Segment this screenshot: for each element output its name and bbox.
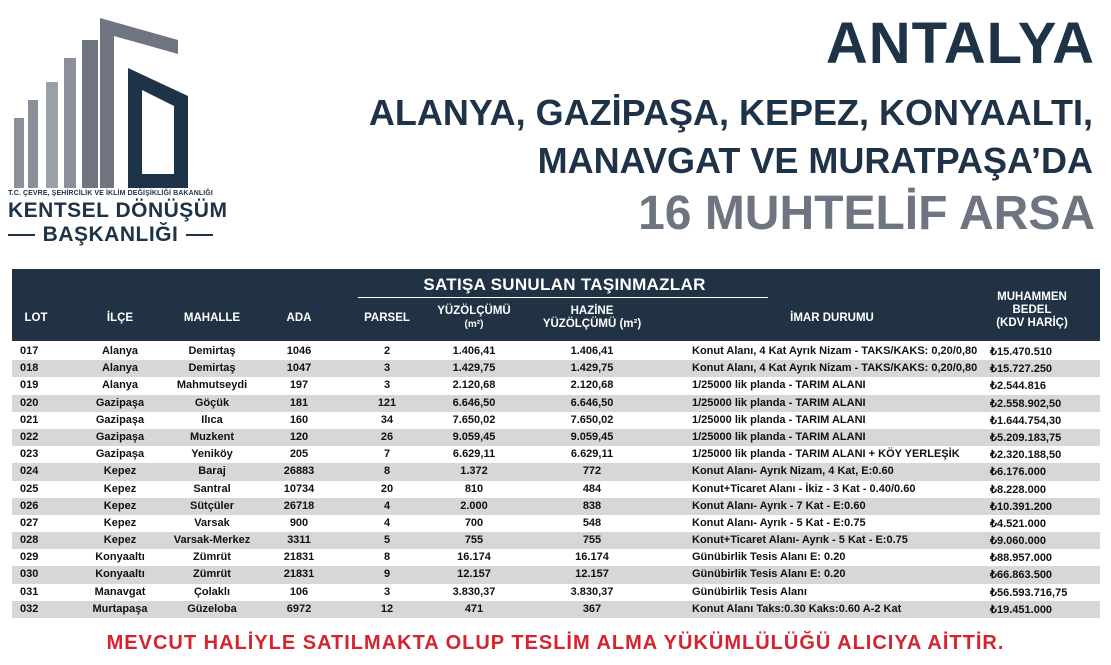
cell-bedel: ₺2.558.902,50	[990, 397, 1062, 410]
cell-imar: 1/25000 lik planda - TARIM ALANI	[692, 379, 866, 392]
cell-bedel: ₺15.727.250	[990, 363, 1053, 376]
col-bedel-line3: (KDV HARİÇ)	[996, 317, 1068, 329]
logo-rule-right	[186, 234, 213, 236]
cell-imar: Konut+Ticaret Alanı - İkiz - 3 Kat - 0.40/0.60	[692, 482, 916, 495]
logo-rule-left	[8, 234, 35, 236]
cell-hazine: 6.629,11	[570, 448, 614, 461]
cell-hazine: 367	[582, 602, 602, 615]
table-row	[12, 566, 1100, 583]
parcel-count: 16	[638, 187, 692, 240]
cell-ilce: Kepez	[103, 516, 137, 529]
cell-yuz: 3.830,37	[452, 585, 496, 598]
cell-ada: 160	[289, 413, 309, 426]
cell-hazine: 484	[582, 482, 602, 495]
cell-imar: Günübirlik Tesis Alanı E: 0.20	[692, 551, 846, 564]
cell-mahalle: Santral	[193, 482, 231, 495]
col-yuzolcumu-unit: (m²)	[464, 319, 484, 330]
cell-ada: 10734	[283, 482, 315, 495]
cell-ilce: Gazipaşa	[95, 396, 145, 409]
cell-imar: Konut Alanı- Ayrık - 5 Kat - E:0.75	[692, 516, 866, 529]
cell-mahalle: Baraj	[198, 465, 226, 478]
cell-bedel: ₺4.521.000	[990, 517, 1046, 530]
col-parsel: PARSEL	[364, 312, 410, 324]
cell-yuz: 471	[464, 602, 484, 615]
cell-imar: Konut Alanı Taks:0.30 Kaks:0.60 A-2 Kat	[692, 602, 902, 615]
cell-yuz: 9.059,45	[452, 430, 496, 443]
cell-yuz: 6.629,11	[452, 448, 496, 461]
parcel-count-label: MUHTELİF ARSA	[704, 187, 1095, 240]
cell-ilce: Kepez	[103, 534, 137, 547]
table-header	[12, 269, 1100, 341]
table-row	[12, 412, 1100, 429]
cell-yuz: 6.646,50	[452, 396, 496, 409]
cell-mahalle: Mahmutseydi	[176, 379, 248, 392]
logo-title-text: BAŞKANLIĞI	[42, 223, 179, 246]
cell-lot: 021	[20, 413, 39, 426]
cell-lot: 032	[20, 602, 39, 615]
logo-title-line1: KENTSEL DÖNÜŞÜM	[8, 199, 228, 222]
cell-ilce: Kepez	[103, 465, 137, 478]
table-row	[12, 481, 1100, 498]
cell-ada: 120	[289, 430, 309, 443]
table-row	[12, 377, 1100, 394]
cell-imar: Günübirlik Tesis Alanı	[692, 585, 807, 598]
cell-parsel: 34	[380, 413, 394, 426]
cell-ilce: Gazipaşa	[95, 448, 145, 461]
cell-mahalle: Sütçüler	[189, 499, 234, 512]
col-lot: LOT	[24, 312, 48, 324]
cell-yuz: 1.429,75	[452, 362, 496, 375]
cell-parsel: 9	[383, 568, 391, 581]
cell-ilce: Alanya	[101, 362, 139, 375]
cell-parsel: 8	[383, 551, 391, 564]
cell-lot: 020	[20, 396, 39, 409]
cell-ilce: Konyaaltı	[95, 568, 145, 581]
cell-hazine: 838	[582, 499, 602, 512]
cell-ada: 197	[289, 379, 309, 392]
table-row	[12, 601, 1100, 618]
cell-lot: 026	[20, 499, 39, 512]
cell-yuz: 16.174	[457, 551, 491, 564]
cell-parsel: 3	[383, 379, 391, 392]
cell-yuz: 7.650,02	[452, 413, 496, 426]
cell-ilce: Alanya	[101, 379, 139, 392]
districts-line2: MANAVGAT VE MURATPAŞA’DA	[537, 140, 1093, 181]
cell-bedel: ₺15.470.510	[990, 346, 1053, 358]
cell-bedel: ₺10.391.200	[990, 500, 1053, 513]
cell-bedel: ₺56.593.716,75	[990, 586, 1068, 599]
cell-lot: 031	[20, 585, 39, 598]
cell-yuz: 810	[464, 482, 484, 495]
cell-yuz: 2.000	[460, 499, 488, 512]
cell-yuz: 1.406,41	[452, 345, 496, 357]
cell-mahalle: Demirtaş	[188, 345, 236, 357]
cell-ada: 21831	[283, 568, 315, 581]
cell-imar: Konut Alanı, 4 Kat Ayrık Nizam - TAKS/KAKS: 0,20/0,80	[692, 362, 978, 375]
cell-ada: 900	[289, 516, 309, 529]
cell-bedel: ₺6.176.000	[990, 466, 1046, 479]
parcel-count-headline	[638, 186, 1095, 241]
table-body	[12, 343, 1100, 618]
cell-hazine: 772	[582, 465, 602, 478]
cell-ada: 1047	[286, 362, 312, 375]
cell-lot: 025	[20, 482, 39, 495]
cell-ada: 26718	[283, 499, 315, 512]
cell-hazine: 1.406,41	[570, 345, 614, 357]
cell-parsel: 5	[383, 534, 391, 547]
table-row	[12, 446, 1100, 463]
col-hazine-label: HAZİNE	[570, 305, 614, 317]
cell-yuz: 700	[464, 516, 484, 529]
cell-ada: 106	[289, 585, 309, 598]
logo-caption	[8, 190, 228, 247]
cell-hazine: 12.157	[575, 568, 609, 581]
cell-imar: 1/25000 lik planda - TARIM ALANI	[692, 413, 866, 426]
cell-mahalle: Zümrüt	[193, 551, 231, 564]
table-row	[12, 498, 1100, 515]
table-row	[12, 584, 1100, 601]
cell-lot: 022	[20, 430, 39, 443]
cell-bedel: ₺5.209.183,75	[990, 431, 1062, 444]
table-row	[12, 429, 1100, 446]
col-bedel-line2: BEDEL	[1012, 304, 1052, 316]
cell-bedel: ₺8.228.000	[990, 483, 1046, 496]
districts-line1: ALANYA, GAZİPAŞA, KEPEZ, KONYAALTI,	[368, 92, 1093, 133]
cell-lot: 019	[20, 379, 39, 392]
cell-hazine: 7.650,02	[570, 413, 614, 426]
cell-imar: Konut+Ticaret Alanı- Ayrık - 5 Kat - E:0.75	[692, 534, 908, 547]
cell-ada: 21831	[283, 551, 315, 564]
cell-hazine: 1.429,75	[570, 362, 614, 375]
cell-ada: 205	[289, 448, 309, 461]
col-bedel-line1: MUHAMMEN	[997, 291, 1067, 303]
cell-imar: Konut Alanı- Ayrık - 7 Kat - E:0.60	[692, 499, 866, 512]
cell-lot: 028	[20, 534, 39, 547]
cell-ilce: Gazipaşa	[95, 430, 145, 443]
city-title: ANTALYA	[825, 11, 1095, 76]
cell-mahalle: Varsak-Merkez	[173, 534, 251, 547]
cell-ilce: Gazipaşa	[95, 413, 145, 426]
cell-mahalle: Yeniköy	[191, 448, 233, 461]
cell-parsel: 4	[383, 499, 391, 512]
table-row	[12, 515, 1100, 532]
cell-lot: 030	[20, 568, 39, 581]
cell-lot: 017	[20, 345, 39, 357]
cell-imar: Konut Alanı, 4 Kat Ayrık Nizam - TAKS/KAKS: 0,20/0,80	[692, 345, 978, 357]
cell-mahalle: Çolaklı	[193, 585, 231, 598]
cell-hazine: 6.646,50	[570, 396, 614, 409]
cell-ada: 6972	[286, 602, 312, 615]
cell-lot: 027	[20, 516, 39, 529]
cell-yuz: 1.372	[460, 465, 488, 478]
logo-title-line2	[8, 223, 213, 247]
cell-ada: 1046	[286, 345, 312, 357]
cell-bedel: ₺2.544.816	[990, 380, 1046, 393]
cell-parsel: 8	[383, 465, 391, 478]
col-hazine	[532, 305, 652, 331]
cell-parsel: 4	[383, 516, 391, 529]
cell-hazine: 9.059,45	[570, 430, 614, 443]
cell-parsel: 20	[380, 482, 394, 495]
cell-lot: 024	[20, 465, 39, 478]
col-ilce: İLÇE	[106, 312, 134, 324]
cell-parsel: 3	[383, 362, 391, 375]
cell-bedel: ₺9.060.000	[990, 535, 1046, 548]
cell-imar: 1/25000 lik planda - TARIM ALANI + KÖY YERLEŞİK	[692, 448, 960, 461]
cell-imar: 1/25000 lik planda - TARIM ALANI	[692, 396, 866, 409]
cell-imar: Günübirlik Tesis Alanı E: 0.20	[692, 568, 846, 581]
cell-ilce: Manavgat	[94, 585, 146, 598]
cell-ilce: Murtapaşa	[92, 602, 148, 615]
cell-mahalle: Varsak	[194, 516, 230, 529]
cell-parsel: 2	[383, 345, 391, 357]
group-title: SATIŞA SUNULAN TAŞINMAZLAR	[423, 275, 706, 294]
cell-ada: 26883	[283, 465, 315, 478]
cell-ilce: Alanya	[101, 345, 139, 357]
table-row	[12, 549, 1100, 566]
col-hazine-label2: YÜZÖLÇÜMÜ (m²)	[542, 318, 642, 330]
table-row	[12, 532, 1100, 549]
cell-parsel: 7	[383, 448, 391, 461]
cell-bedel: ₺88.957.000	[990, 552, 1053, 565]
group-title-rule	[358, 297, 768, 298]
table-row	[12, 360, 1100, 377]
cell-hazine: 548	[582, 516, 602, 529]
cell-mahalle: Muzkent	[190, 430, 234, 443]
col-mahalle: MAHALLE	[183, 312, 241, 324]
cell-parsel: 12	[380, 602, 394, 615]
cell-ilce: Konyaaltı	[95, 551, 145, 564]
cell-yuz: 2.120,68	[452, 379, 496, 392]
cell-mahalle: Ilıca	[201, 413, 223, 426]
cell-mahalle: Göçük	[194, 396, 230, 409]
col-bedel	[972, 291, 1092, 330]
cell-bedel: ₺19.451.000	[990, 603, 1053, 616]
col-imar: İMAR DURUMU	[790, 312, 874, 324]
cell-parsel: 26	[380, 430, 394, 443]
ministry-name: T.C. ÇEVRE, ŞEHİRCİLİK VE İKLİM DEĞİŞİKLİĞİ BAKANLIĞI	[8, 190, 213, 197]
cell-bedel: ₺66.863.500	[990, 569, 1053, 582]
cell-mahalle: Güzeloba	[187, 602, 237, 615]
cell-bedel: ₺1.644.754,30	[990, 414, 1062, 427]
cell-mahalle: Zümrüt	[193, 568, 231, 581]
col-yuzolcumu	[434, 305, 514, 331]
cell-imar: Konut Alanı- Ayrık Nizam, 4 Kat, E:0.60	[692, 465, 894, 478]
cell-ilce: Kepez	[103, 499, 137, 512]
cell-yuz: 755	[464, 534, 484, 547]
cell-ada: 3311	[287, 534, 311, 547]
footer-notice: MEVCUT HALİYLE SATILMAKTA OLUP TESLİM ALMA YÜKÜMLÜLÜĞÜ ALICIYA AİTTİR.	[106, 632, 1005, 654]
cell-hazine: 2.120,68	[570, 379, 614, 392]
cell-imar: 1/25000 lik planda - TARIM ALANI	[692, 430, 866, 443]
col-ada: ADA	[286, 312, 312, 324]
cell-yuz: 12.157	[457, 568, 491, 581]
cell-parsel: 3	[383, 585, 391, 598]
cell-ada: 181	[289, 396, 309, 409]
cell-bedel: ₺2.320.188,50	[990, 449, 1062, 462]
cell-hazine: 3.830,37	[570, 585, 614, 598]
cell-lot: 029	[20, 551, 39, 564]
cell-mahalle: Demirtaş	[188, 362, 236, 375]
cell-hazine: 16.174	[575, 551, 609, 564]
table-row	[12, 463, 1100, 480]
cell-lot: 023	[20, 448, 39, 461]
cell-lot: 018	[20, 362, 39, 375]
cell-hazine: 755	[582, 534, 602, 547]
col-yuzolcumu-label: YÜZÖLÇÜMÜ	[437, 305, 511, 317]
table-row	[12, 343, 1100, 360]
table-row	[12, 395, 1100, 412]
cell-ilce: Kepez	[103, 482, 137, 495]
cell-parsel: 121	[377, 396, 397, 409]
